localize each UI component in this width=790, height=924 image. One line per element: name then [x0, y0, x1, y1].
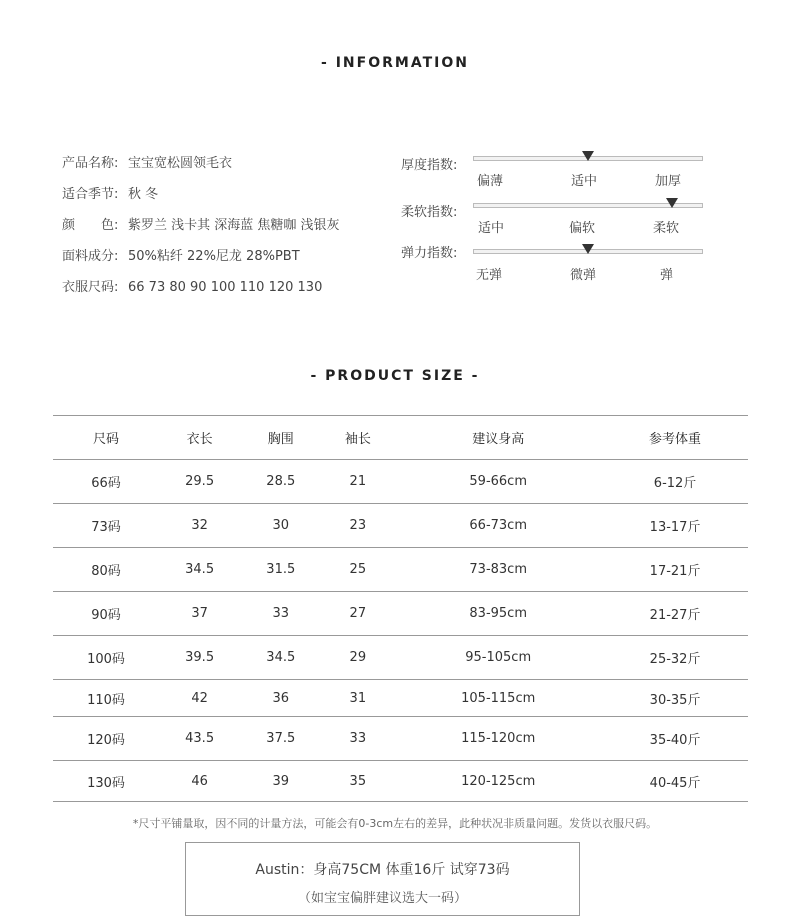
scale-tick: 无弹: [476, 268, 503, 283]
table-cell: 46: [159, 761, 240, 802]
scale-ticks: [473, 217, 713, 235]
table-cell: 36: [240, 680, 321, 717]
table-cell: 30-35斤: [602, 680, 748, 717]
header-height: 建议身高: [394, 416, 602, 460]
info-label: 产品名称:: [62, 156, 119, 171]
scale-ticks: [473, 170, 713, 188]
info-label: 衣服尺码:: [62, 280, 119, 295]
info-row-sizes: [62, 276, 402, 307]
table-cell: 32: [159, 504, 240, 548]
table-cell: 115-120cm: [394, 717, 602, 761]
info-value: 66 73 80 90 100 110 120 130: [128, 280, 323, 295]
table-row: [53, 504, 748, 548]
table-cell: 29.5: [159, 460, 240, 504]
table-cell: 105-115cm: [394, 680, 602, 717]
table-cell: 34.5: [159, 548, 240, 592]
scale-tick: 适中: [478, 221, 505, 236]
information-title: - INFORMATION: [321, 55, 469, 71]
scale-tick: 弹: [660, 268, 674, 283]
info-value: 50%粘纤 22%尼龙 28%PBT: [128, 249, 300, 264]
table-cell: 83-95cm: [394, 592, 602, 636]
scale-tick: 适中: [571, 174, 598, 189]
info-label: 颜 色:: [62, 218, 119, 233]
scale-tick: 加厚: [655, 174, 682, 189]
table-cell: 39.5: [159, 636, 240, 680]
table-cell: 23: [321, 504, 394, 548]
table-cell: 6-12斤: [602, 460, 748, 504]
scale-tick: 偏软: [569, 221, 596, 236]
scale-bar: [473, 249, 703, 254]
table-cell: 13-17斤: [602, 504, 748, 548]
scale-tick: 微弹: [570, 268, 597, 283]
scale-tick: 偏薄: [477, 174, 504, 189]
scale-marker-icon: [582, 151, 594, 161]
table-cell: 28.5: [240, 460, 321, 504]
table-cell: 42: [159, 680, 240, 717]
measurement-footnote: *尺寸平铺量取，因不同的计量方法，可能会有0-3cm左右的差异，此种状况非质量问题。发货以衣服尺码。: [132, 817, 658, 830]
info-value: 秋 冬: [128, 187, 159, 202]
scale-ticks: [473, 264, 713, 282]
table-cell: 35-40斤: [602, 717, 748, 761]
table-cell: 120码: [53, 717, 159, 761]
scale-label: 弹力指数:: [401, 246, 458, 261]
table-row: [53, 680, 748, 717]
table-cell: 21-27斤: [602, 592, 748, 636]
info-row-color: [62, 214, 402, 245]
table-cell: 25-32斤: [602, 636, 748, 680]
softness-scale: [401, 201, 721, 241]
scale-tick: 柔软: [653, 221, 680, 236]
table-cell: 21: [321, 460, 394, 504]
header-sleeve: 袖长: [321, 416, 394, 460]
scale-bar: [473, 156, 703, 161]
table-row: [53, 460, 748, 504]
scale-bar: [473, 203, 703, 208]
table-cell: 59-66cm: [394, 460, 602, 504]
header-weight: 参考体重: [602, 416, 748, 460]
model-info-line: Austin：身高75CM 体重16斤 试穿73码: [255, 862, 510, 878]
info-label: 适合季节:: [62, 187, 119, 202]
table-cell: 73码: [53, 504, 159, 548]
table-cell: 30: [240, 504, 321, 548]
header-chest: 胸围: [240, 416, 321, 460]
table-cell: 73-83cm: [394, 548, 602, 592]
scale-marker-icon: [666, 198, 678, 208]
scale-label: 柔软指数:: [401, 205, 458, 220]
table-cell: 31.5: [240, 548, 321, 592]
thickness-scale: [401, 154, 721, 194]
table-cell: 66-73cm: [394, 504, 602, 548]
table-cell: 25: [321, 548, 394, 592]
product-size-title: - PRODUCT SIZE -: [310, 368, 480, 384]
table-cell: 130码: [53, 761, 159, 802]
table-cell: 40-45斤: [602, 761, 748, 802]
table-header-row: [53, 416, 748, 460]
info-row-material: [62, 245, 402, 276]
table-cell: 33: [321, 717, 394, 761]
table-row: [53, 548, 748, 592]
info-row-name: [62, 152, 402, 183]
table-cell: 34.5: [240, 636, 321, 680]
scale-label: 厚度指数:: [401, 158, 458, 173]
table-cell: 100码: [53, 636, 159, 680]
table-cell: 80码: [53, 548, 159, 592]
scale-marker-icon: [582, 244, 594, 254]
header-length: 衣长: [159, 416, 240, 460]
product-info-list: [62, 152, 402, 307]
info-value: 宝宝宽松圆领毛衣: [128, 156, 233, 171]
table-cell: 17-21斤: [602, 548, 748, 592]
table-cell: 29: [321, 636, 394, 680]
table-cell: 33: [240, 592, 321, 636]
table-row: [53, 761, 748, 802]
table-cell: 66码: [53, 460, 159, 504]
table-cell: 110码: [53, 680, 159, 717]
table-cell: 31: [321, 680, 394, 717]
info-label: 面料成分:: [62, 249, 119, 264]
table-cell: 35: [321, 761, 394, 802]
table-cell: 120-125cm: [394, 761, 602, 802]
table-cell: 27: [321, 592, 394, 636]
table-cell: 43.5: [159, 717, 240, 761]
table-row: [53, 592, 748, 636]
model-info-box: [185, 842, 580, 916]
info-row-season: [62, 183, 402, 214]
info-value: 紫罗兰 浅卡其 深海蓝 焦糖咖 浅银灰: [128, 218, 340, 233]
model-advice-line: （如宝宝偏胖建议选大一码）: [297, 891, 467, 906]
table-cell: 90码: [53, 592, 159, 636]
table-row: [53, 717, 748, 761]
header-size: 尺码: [53, 416, 159, 460]
table-cell: 95-105cm: [394, 636, 602, 680]
size-table: [53, 415, 748, 802]
table-cell: 39: [240, 761, 321, 802]
table-cell: 37.5: [240, 717, 321, 761]
table-row: [53, 636, 748, 680]
elasticity-scale: [401, 242, 721, 282]
table-cell: 37: [159, 592, 240, 636]
